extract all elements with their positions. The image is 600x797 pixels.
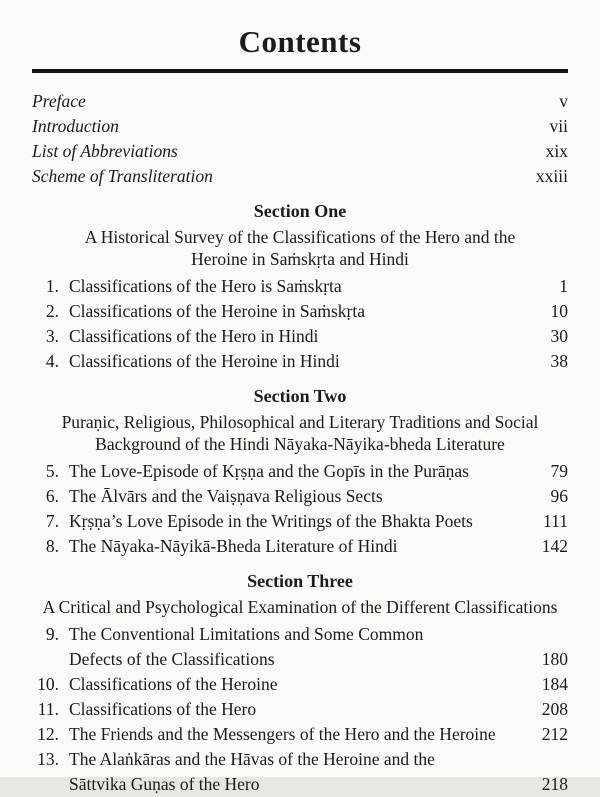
toc-item-number: 13. xyxy=(37,749,59,769)
toc-item-title: Classifications of the Heroine xyxy=(69,674,278,694)
front-matter-list xyxy=(32,89,568,189)
toc-entry-page: xix xyxy=(545,141,568,161)
title-rule xyxy=(32,69,568,73)
toc-item-page: 30 xyxy=(550,326,568,346)
toc-item-number: 4. xyxy=(45,351,59,371)
toc-item-title-line: Sāttvika Guṇas of the Hero xyxy=(69,774,260,794)
toc-item-number: 6. xyxy=(45,486,59,506)
toc-item xyxy=(32,672,568,697)
section-one xyxy=(32,200,568,374)
toc-item-page: 184 xyxy=(541,674,568,694)
section-subtitle xyxy=(32,411,568,455)
toc-item-number: 5. xyxy=(45,461,59,481)
toc-item-title: The Nāyaka-Nāyikā-Bheda Literature of Hindi xyxy=(69,536,398,556)
toc-item-page: 10 xyxy=(550,301,568,321)
toc-item xyxy=(32,274,568,299)
toc-item xyxy=(32,747,568,797)
toc-item-title: Classifications of the Heroine in Hindi xyxy=(69,351,340,371)
section-subtitle-line: A Critical and Psychological Examination of the Different Classifications xyxy=(42,597,558,617)
section-items xyxy=(32,459,568,559)
toc-item-title: Classifications of the Hero xyxy=(69,699,257,719)
section-items xyxy=(32,622,568,797)
toc-entry-page: xxiii xyxy=(535,166,568,186)
toc-entry-label: Scheme of Transliteration xyxy=(32,166,213,186)
section-subtitle-line: A Historical Survey of the Classifications of the Hero and the xyxy=(84,227,516,247)
toc-item xyxy=(32,722,568,747)
section-heading: Section Three xyxy=(247,571,353,591)
toc-item-title: The Ālvārs and the Vaiṣṇava Religious Sects xyxy=(69,486,383,506)
toc-entry xyxy=(32,164,568,189)
section-subtitle-line: Puraṇic, Religious, Philosophical and Literary Traditions and Social xyxy=(61,412,539,432)
toc-item-page: 79 xyxy=(550,461,568,481)
toc-item-page: 180 xyxy=(541,649,568,669)
toc-item-page: 38 xyxy=(550,351,568,371)
toc-item-title-line: The Alaṅkāras and the Hāvas of the Heroine and the xyxy=(69,749,435,769)
section-heading: Section One xyxy=(253,201,347,221)
toc-item-page: 218 xyxy=(541,774,568,794)
toc-item-number: 7. xyxy=(45,511,59,531)
section-subtitle xyxy=(32,226,568,270)
toc-item-page: 1 xyxy=(559,276,568,296)
toc-item xyxy=(32,622,568,672)
toc-item xyxy=(32,459,568,484)
toc-item-title: Classifications of the Hero is Saṁskṛta xyxy=(69,276,342,296)
toc-entry-label: List of Abbreviations xyxy=(32,141,178,161)
toc-item xyxy=(32,697,568,722)
section-two xyxy=(32,385,568,559)
toc-item-number: 11. xyxy=(37,699,59,719)
section-heading: Section Two xyxy=(253,386,347,406)
toc-item-title xyxy=(69,622,526,672)
toc-item-title xyxy=(69,747,526,797)
toc-item-title: Kṛṣṇa’s Love Episode in the Writings of the Bhakta Poets xyxy=(69,511,473,531)
toc-item-title: Classifications of the Heroine in Saṁskṛta xyxy=(69,301,365,321)
toc-item-number: 10. xyxy=(37,674,59,694)
toc-item-number: 2. xyxy=(45,301,59,321)
toc-item-number: 1. xyxy=(45,276,59,296)
toc-item-page: 111 xyxy=(543,511,568,531)
toc-entry xyxy=(32,114,568,139)
toc-item-number: 9. xyxy=(45,624,59,644)
toc-item-number: 12. xyxy=(37,724,59,744)
toc-item-page: 142 xyxy=(541,536,568,556)
toc-item xyxy=(32,484,568,509)
toc-item-title-line: Defects of the Classifications xyxy=(69,649,275,669)
toc-item-page: 212 xyxy=(541,724,568,744)
toc-entry-label: Preface xyxy=(32,91,86,111)
toc-item-title: Classifications of the Hero in Hindi xyxy=(69,326,319,346)
toc-entry-page: v xyxy=(559,91,568,111)
toc-entry-page: vii xyxy=(549,116,568,136)
toc-item-number: 3. xyxy=(45,326,59,346)
toc-item-title: The Friends and the Messengers of the Hero and the Heroine xyxy=(69,724,496,744)
toc-entry-label: Introduction xyxy=(32,116,119,136)
toc-item-page: 208 xyxy=(541,699,568,719)
page-title: Contents xyxy=(238,24,362,59)
section-subtitle-line: Background of the Hindi Nāyaka-Nāyika-bheda Literature xyxy=(95,434,505,454)
toc-item xyxy=(32,534,568,559)
section-subtitle xyxy=(32,596,568,618)
toc-item xyxy=(32,349,568,374)
toc-item-title-line: The Conventional Limitations and Some Common xyxy=(69,624,424,644)
toc-item xyxy=(32,509,568,534)
toc-entry xyxy=(32,89,568,114)
section-subtitle-line: Heroine in Saṁskṛta and Hindi xyxy=(191,249,409,269)
toc-item-title: The Love-Episode of Kṛṣṇa and the Gopīs in the Purāṇas xyxy=(69,461,469,481)
section-three xyxy=(32,570,568,797)
toc-item-page: 96 xyxy=(550,486,568,506)
toc-entry xyxy=(32,139,568,164)
toc-item-number: 8. xyxy=(45,536,59,556)
section-items xyxy=(32,274,568,374)
toc-item xyxy=(32,324,568,349)
toc-item xyxy=(32,299,568,324)
